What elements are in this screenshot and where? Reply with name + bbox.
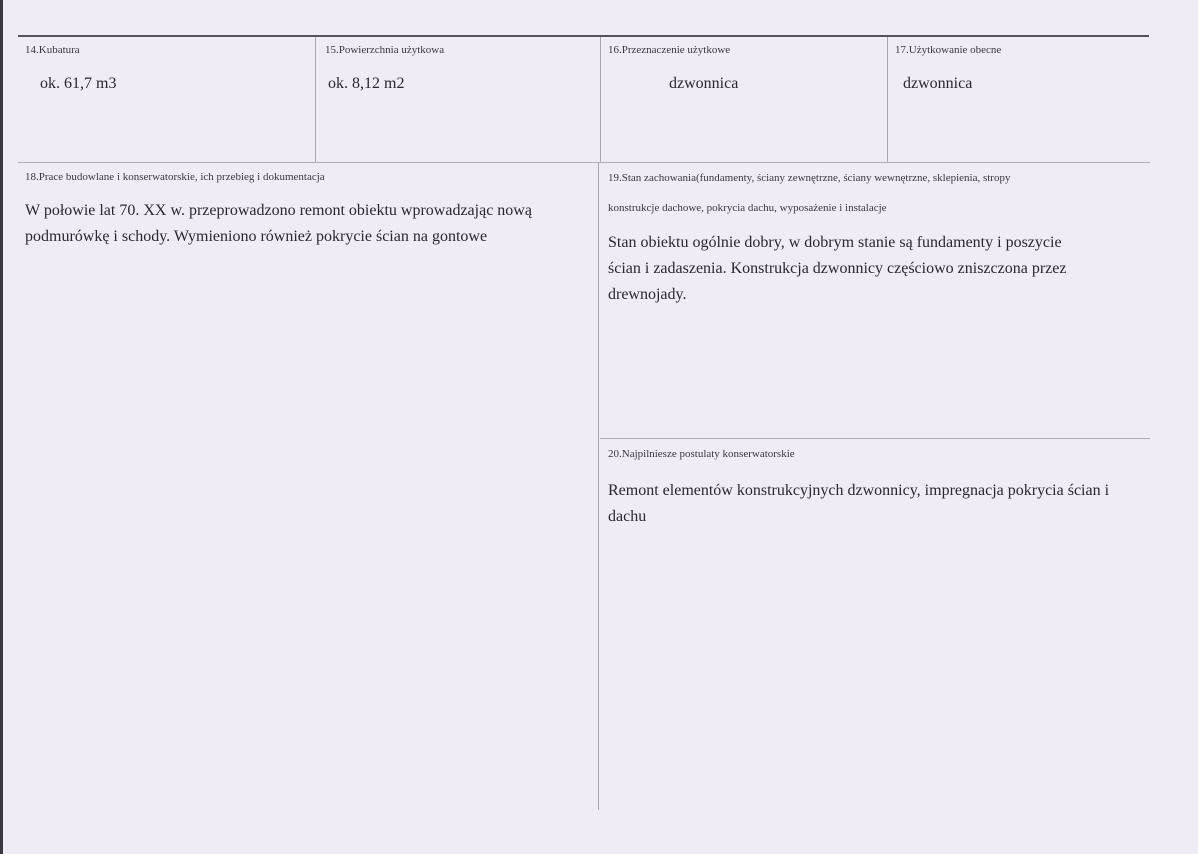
field-16-label: 16.Przeznaczenie użytkowe: [608, 44, 731, 56]
field-14-value: ok. 61,7 m3: [40, 75, 117, 92]
field-17-label: 17.Użytkowanie obecne: [895, 44, 1002, 56]
field-15-label: 15.Powierzchnia użytkowa: [325, 44, 445, 56]
text-line: podmurówkę i schody. Wymieniono również pokrycie ścian na gontowe: [25, 228, 488, 245]
field-19-label-cont: konstrukcje dachowe, pokrycia dachu, wyposażenie i instalacje: [608, 202, 887, 214]
mid-divider: [598, 162, 599, 810]
text-line: dachu: [608, 508, 647, 525]
field-14-label: 14.Kubatura: [25, 44, 80, 56]
right-divider: [600, 438, 1150, 439]
field-20-label: 20.Najpilniesze postulaty konserwatorskie: [608, 448, 795, 460]
field-16-value: dzwonnica: [669, 75, 739, 92]
text-line: ścian i zadaszenia. Konstrukcja dzwonnicy częściowo zniszczona przez: [608, 260, 1067, 277]
col-divider-2: [600, 37, 601, 162]
scan-edge: [0, 0, 3, 854]
field-15-value: ok. 8,12 m2: [328, 75, 405, 92]
col-divider-3: [887, 37, 888, 162]
row-divider: [18, 162, 1150, 163]
field-18-label: 18.Prace budowlane i konserwatorskie, ich przebieg i dokumentacja: [25, 171, 325, 183]
col-divider-1: [315, 37, 316, 162]
text-line: drewnojady.: [608, 286, 687, 303]
text-line: Stan obiektu ogólnie dobry, w dobrym stanie są fundamenty i poszycie: [608, 234, 1062, 251]
text-line: W połowie lat 70. XX w. przeprowadzono remont obiektu wprowadzając nową: [25, 202, 532, 219]
field-20-text: [608, 478, 1109, 530]
field-18-text: [25, 198, 532, 250]
top-border: [18, 35, 1149, 37]
field-19-label: 19.Stan zachowania(fundamenty, ściany zewnętrzne, ściany wewnętrzne, sklepienia, stropy: [608, 172, 1011, 184]
text-line: Remont elementów konstrukcyjnych dzwonnicy, impregnacja pokrycia ścian i: [608, 482, 1110, 499]
field-19-text: [608, 230, 1066, 308]
field-17-value: dzwonnica: [903, 75, 973, 92]
